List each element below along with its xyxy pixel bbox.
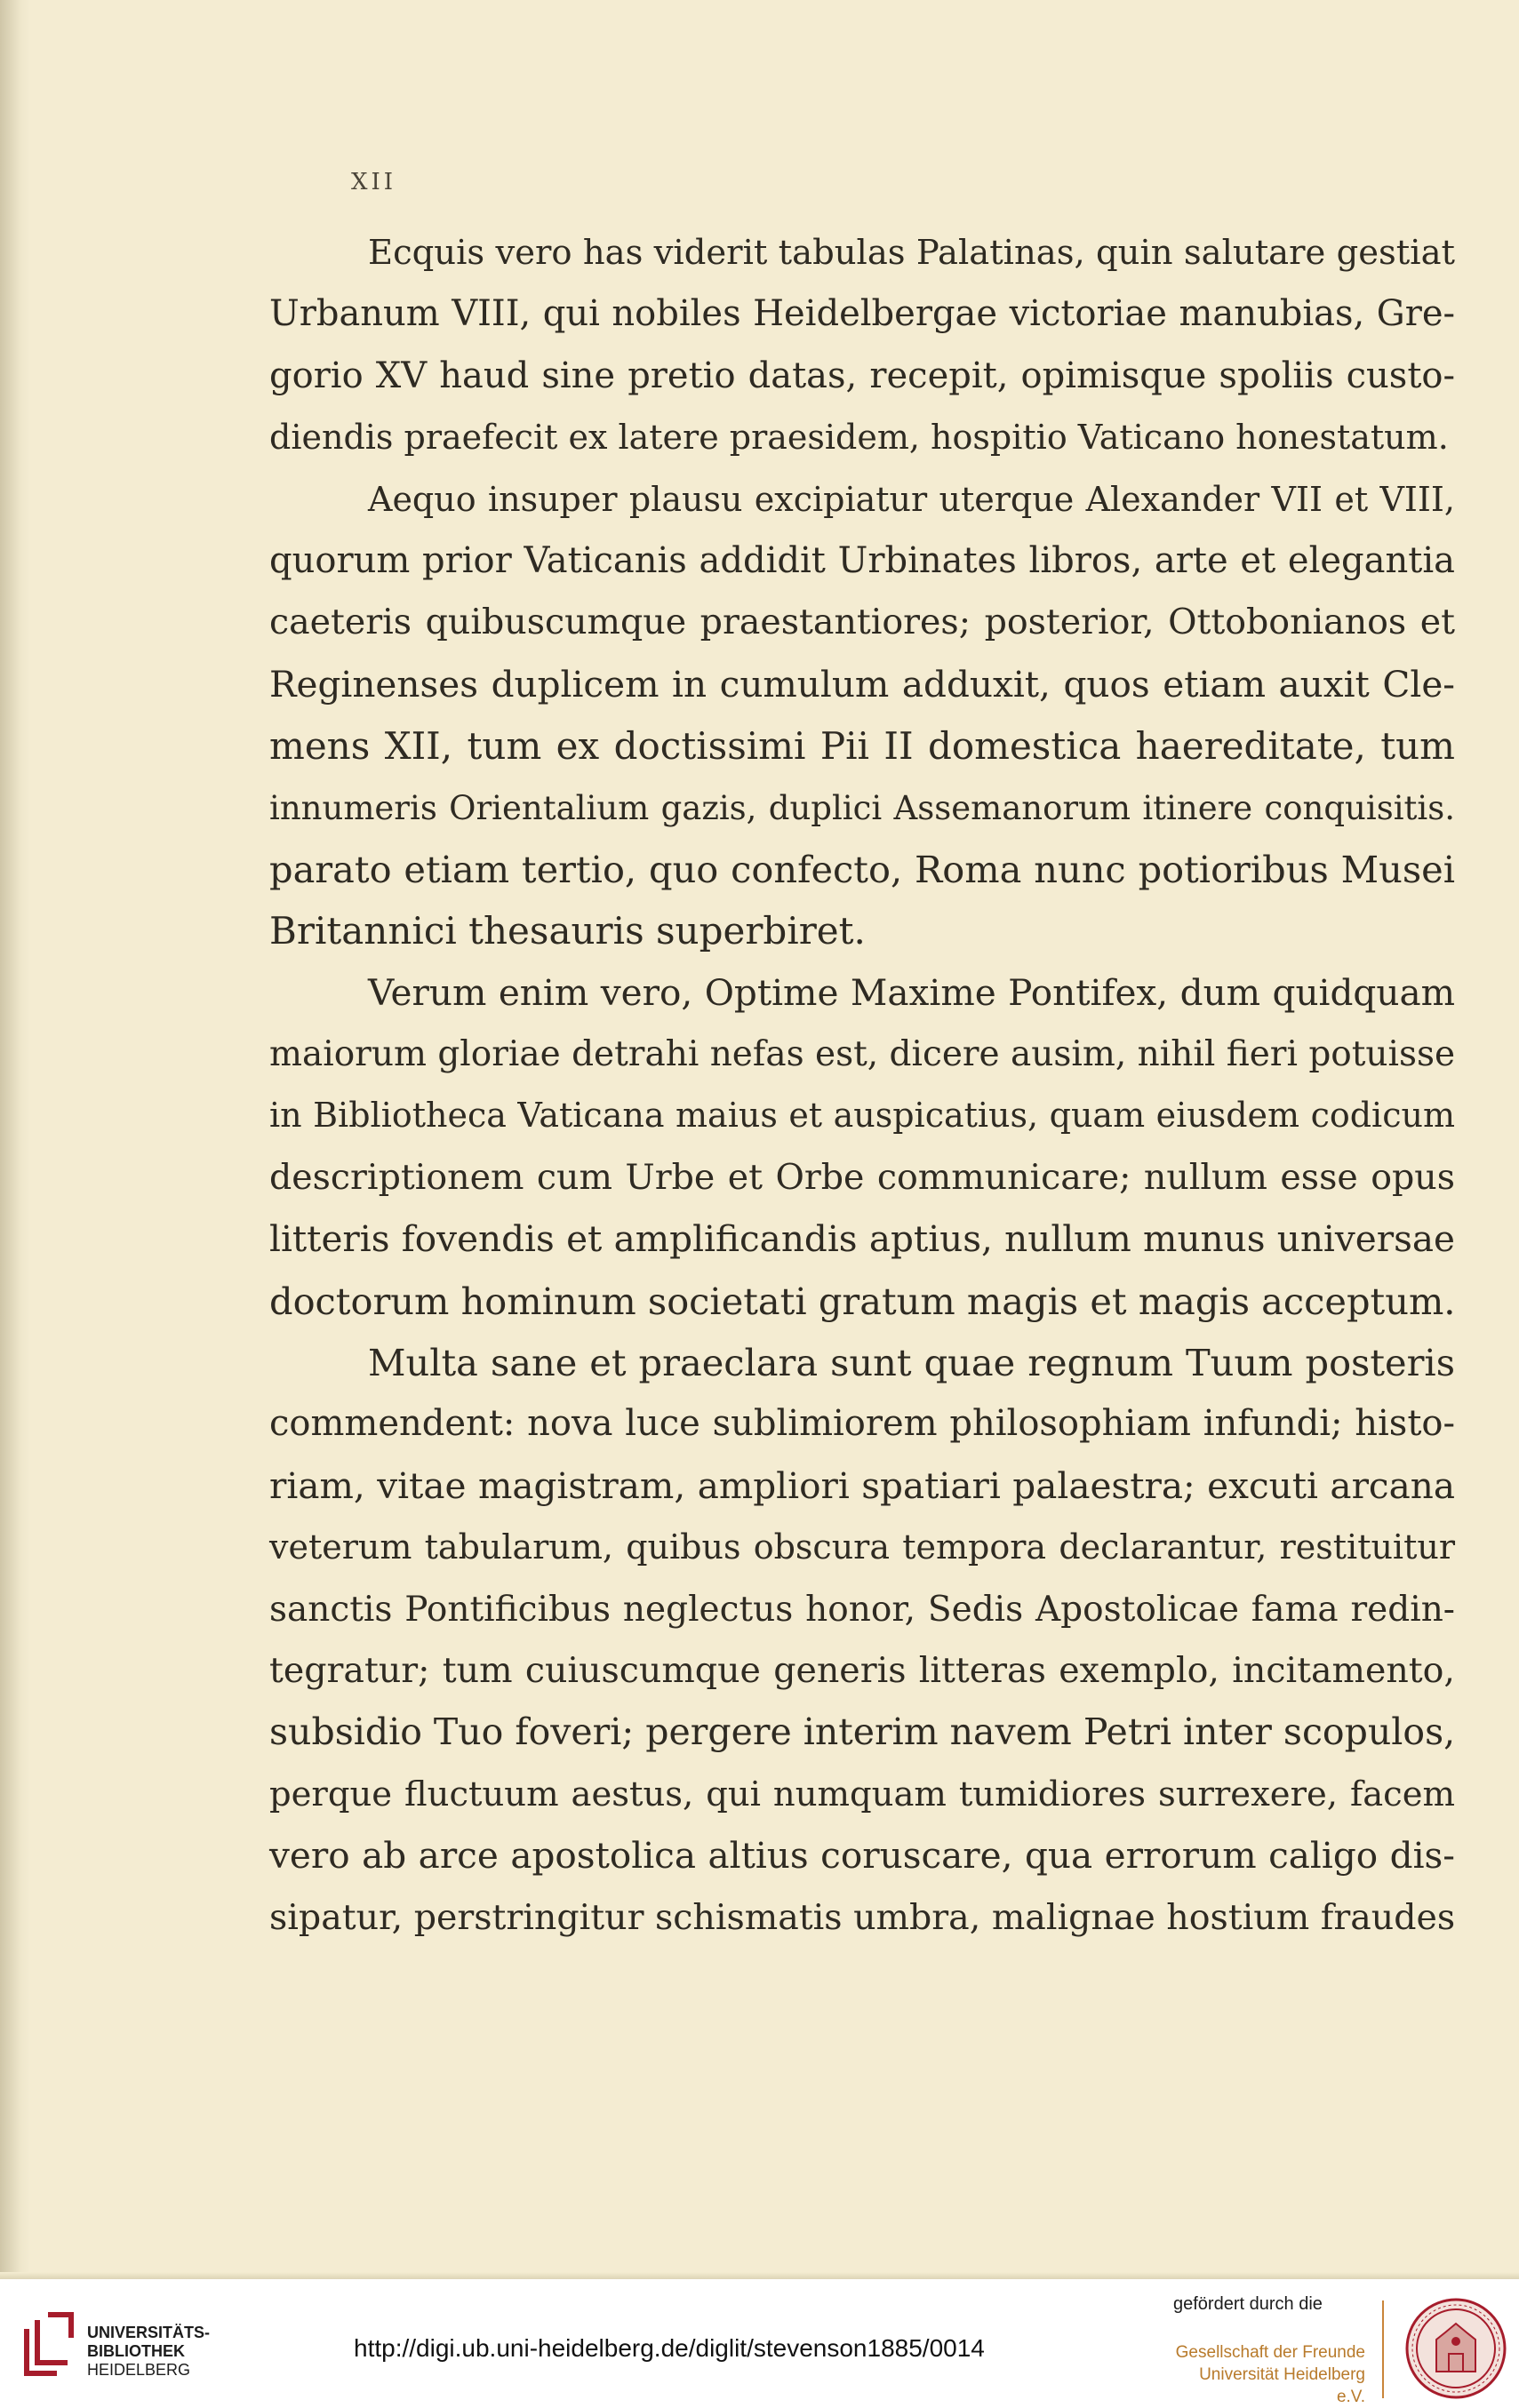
text-line: vero ab arce apostolica altius coruscare, qua errorum caligo dis- [269,1834,1455,1878]
text-line: sanctis Pontificibus neglectus honor, Sedis Apostolicae fama redin- [269,1589,1455,1630]
body-text [269,222,1455,1949]
library-name-line-2: BIBLIOTHEK [87,2342,185,2360]
text-line: diendis praefecit ex latere praesidem, hospitio Vaticano honestatum. [269,418,1449,458]
university-library-logo-icon [21,2311,76,2377]
text-line: parato etiam tertio, quo confecto, Roma nunc potioribus Musei [269,847,1455,891]
footer-divider [1382,2300,1384,2398]
page-gutter-shadow [0,0,30,2279]
text-line: caeteris quibuscumque praestantiores; posterior, Ottobonianos et [269,602,1455,643]
university-seal-icon [1404,2297,1507,2400]
university-library-name [87,2324,210,2380]
text-line: Ecquis vero has viderit tabulas Palatinas, quin salutare gestiat [368,233,1455,273]
page-bottom-edge [0,2272,1519,2279]
text-line: litteris fovendis et amplificandis aptius, nullum munus universae [269,1217,1455,1261]
text-line: quorum prior Vaticanis addidit Urbinates libros, arte et elegantia [269,539,1455,581]
society-name-line-2: Universität Heidelberg e.V. [1199,2365,1365,2406]
text-line: subsidio Tuo foveri; pergere interim navem Petri inter scopulos, [269,1710,1456,1754]
society-name [1170,2341,1365,2408]
text-line: Britannici thesauris superbiret. [269,909,866,953]
library-name-line-3: HEIDELBERG [87,2361,191,2379]
text-line: in Bibliotheca Vaticana maius et auspicatius, quam eiusdem codicum [269,1096,1455,1136]
text-line: tegratur; tum cuiuscumque generis litteras exemplo, incitamento, [269,1649,1455,1691]
funded-by-label: gefördert durch die [1173,2294,1323,2314]
text-line: doctorum hominum societati gratum magis et magis acceptum. [269,1279,1456,1323]
text-line: Aequo insuper plausu excipiatur uterque Alexander VII et VIII, [368,479,1455,519]
text-line: riam, vitae magistram, ampliori spatiari palaestra; excuti arcana [269,1463,1455,1507]
text-line: Verum enim vero, Optime Maxime Pontifex, dum quidquam [368,970,1455,1014]
text-line: commendent: nova luce sublimiorem philosophiam infundi; histo- [269,1403,1455,1445]
society-name-line-1: Gesellschaft der Freunde [1175,2343,1365,2362]
text-line: maiorum gloriae detrahi nefas est, dicere ausim, nihil fieri potuisse [269,1034,1456,1075]
permalink-url[interactable]: http://digi.ub.uni-heidelberg.de/diglit/stevenson1885/0014 [354,2334,985,2362]
text-line: descriptionem cum Urbe et Orbe communicare; nullum esse opus [269,1156,1455,1198]
text-line: perque fluctuum aestus, qui numquam tumidiores surrexere, facem [269,1774,1455,1814]
library-name-line-1: UNIVERSITÄTS- [87,2324,211,2341]
text-line: mens XII, tum ex doctissimi Pii II domestica haereditate, tum [269,724,1455,769]
text-line: sipatur, perstringitur schismatis umbra, malignae hostium fraudes [269,1896,1456,1938]
page-number: XII [351,169,397,195]
text-line: Urbanum VIII, qui nobiles Heidelbergae victoriae manubias, Gre- [269,293,1455,335]
text-line: Reginenses duplicem in cumulum adduxit, quos etiam auxit Cle- [269,662,1455,706]
text-line: innumeris Orientalium gazis, duplici Assemanorum itinere conquisitis. [269,788,1455,827]
footer-bar [0,2279,1519,2404]
text-line: Multa sane et praeclara sunt quae regnum Tuum posteris [368,1341,1455,1385]
text-line: veterum tabularum, quibus obscura tempora declarantur, restituitur [269,1527,1455,1567]
text-line: gorio XV haud sine pretio datas, recepit, opimisque spoliis custo- [269,355,1455,396]
